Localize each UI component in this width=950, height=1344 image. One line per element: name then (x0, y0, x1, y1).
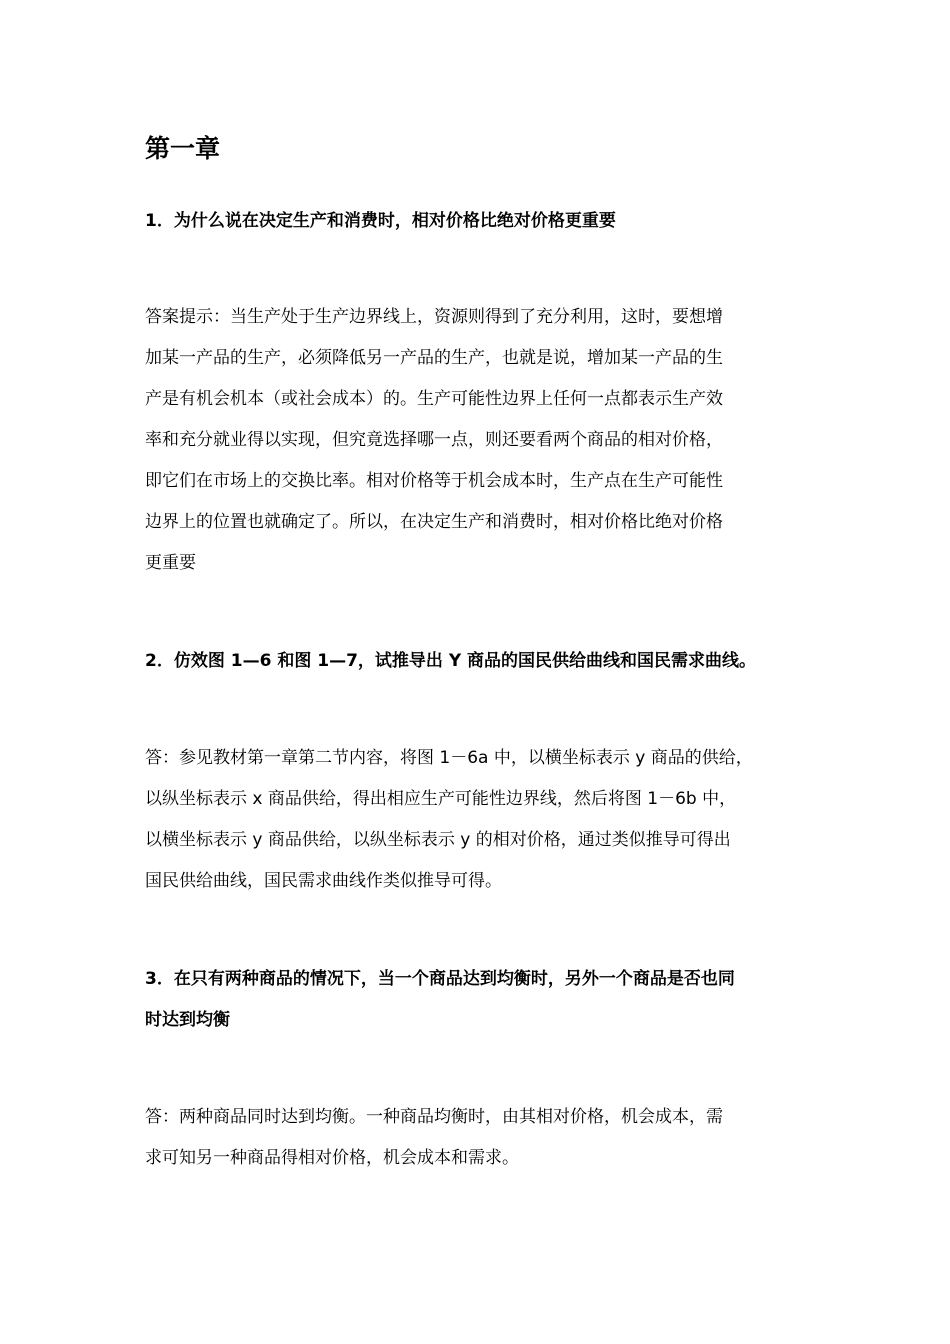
question-3-line: 时达到均衡 (145, 1010, 230, 1030)
answer-1-line: 加某一产品的生产，必须降低另一产品的生产，也就是说，增加某一产品的生 (145, 348, 723, 368)
answer-1-line: 即它们在市场上的交换比率。相对价格等于机会成本时，生产点在生产可能性 (145, 471, 723, 491)
answer-1-line: 产是有机会机本（或社会成本）的。生产可能性边界上任何一点都表示生产效 (145, 389, 723, 409)
chapter-title: 第一章 (145, 134, 221, 163)
answer-1-line: 边界上的位置也就确定了。所以，在决定生产和消费时，相对价格比绝对价格 (145, 512, 723, 532)
answer-2-line: 国民供给曲线，国民需求曲线作类似推导可得。 (145, 871, 502, 891)
answer-2-line: 以横坐标表示 y 商品供给，以纵坐标表示 y 的相对价格，通过类似推导可得出 (145, 830, 731, 850)
answer-3-line: 求可知另一种商品得相对价格，机会成本和需求。 (145, 1148, 519, 1168)
answer-3-line: 答：两种商品同时达到均衡。一种商品均衡时，由其相对价格，机会成本，需 (145, 1107, 723, 1127)
answer-2-line: 以纵坐标表示 x 商品供给，得出相应生产可能性边界线，然后将图 1－6b 中， (145, 789, 737, 809)
answer-2 (145, 738, 813, 902)
answer-1-line: 更重要 (145, 553, 196, 573)
question-3-line: 3．在只有两种商品的情况下，当一个商品达到均衡时，另外一个商品是否也同 (145, 969, 735, 989)
answer-2-line: 答：参见教材第一章第二节内容，将图 1－6a 中，以横坐标表示 y 商品的供给， (145, 748, 753, 768)
answer-3 (145, 1097, 813, 1179)
question-2: 2．仿效图 1—6 和图 1—7，试推导出 Y 商品的国民供给曲线和国民需求曲线。 (145, 651, 757, 671)
answer-1 (145, 297, 813, 584)
question-1: 1．为什么说在决定生产和消费时，相对价格比绝对价格更重要 (145, 211, 616, 231)
question-3 (145, 959, 813, 1041)
answer-1-line: 答案提示：当生产处于生产边界线上，资源则得到了充分利用，这时，要想增 (145, 307, 723, 327)
answer-1-line: 率和充分就业得以实现，但究竟选择哪一点，则还要看两个商品的相对价格， (145, 430, 723, 450)
